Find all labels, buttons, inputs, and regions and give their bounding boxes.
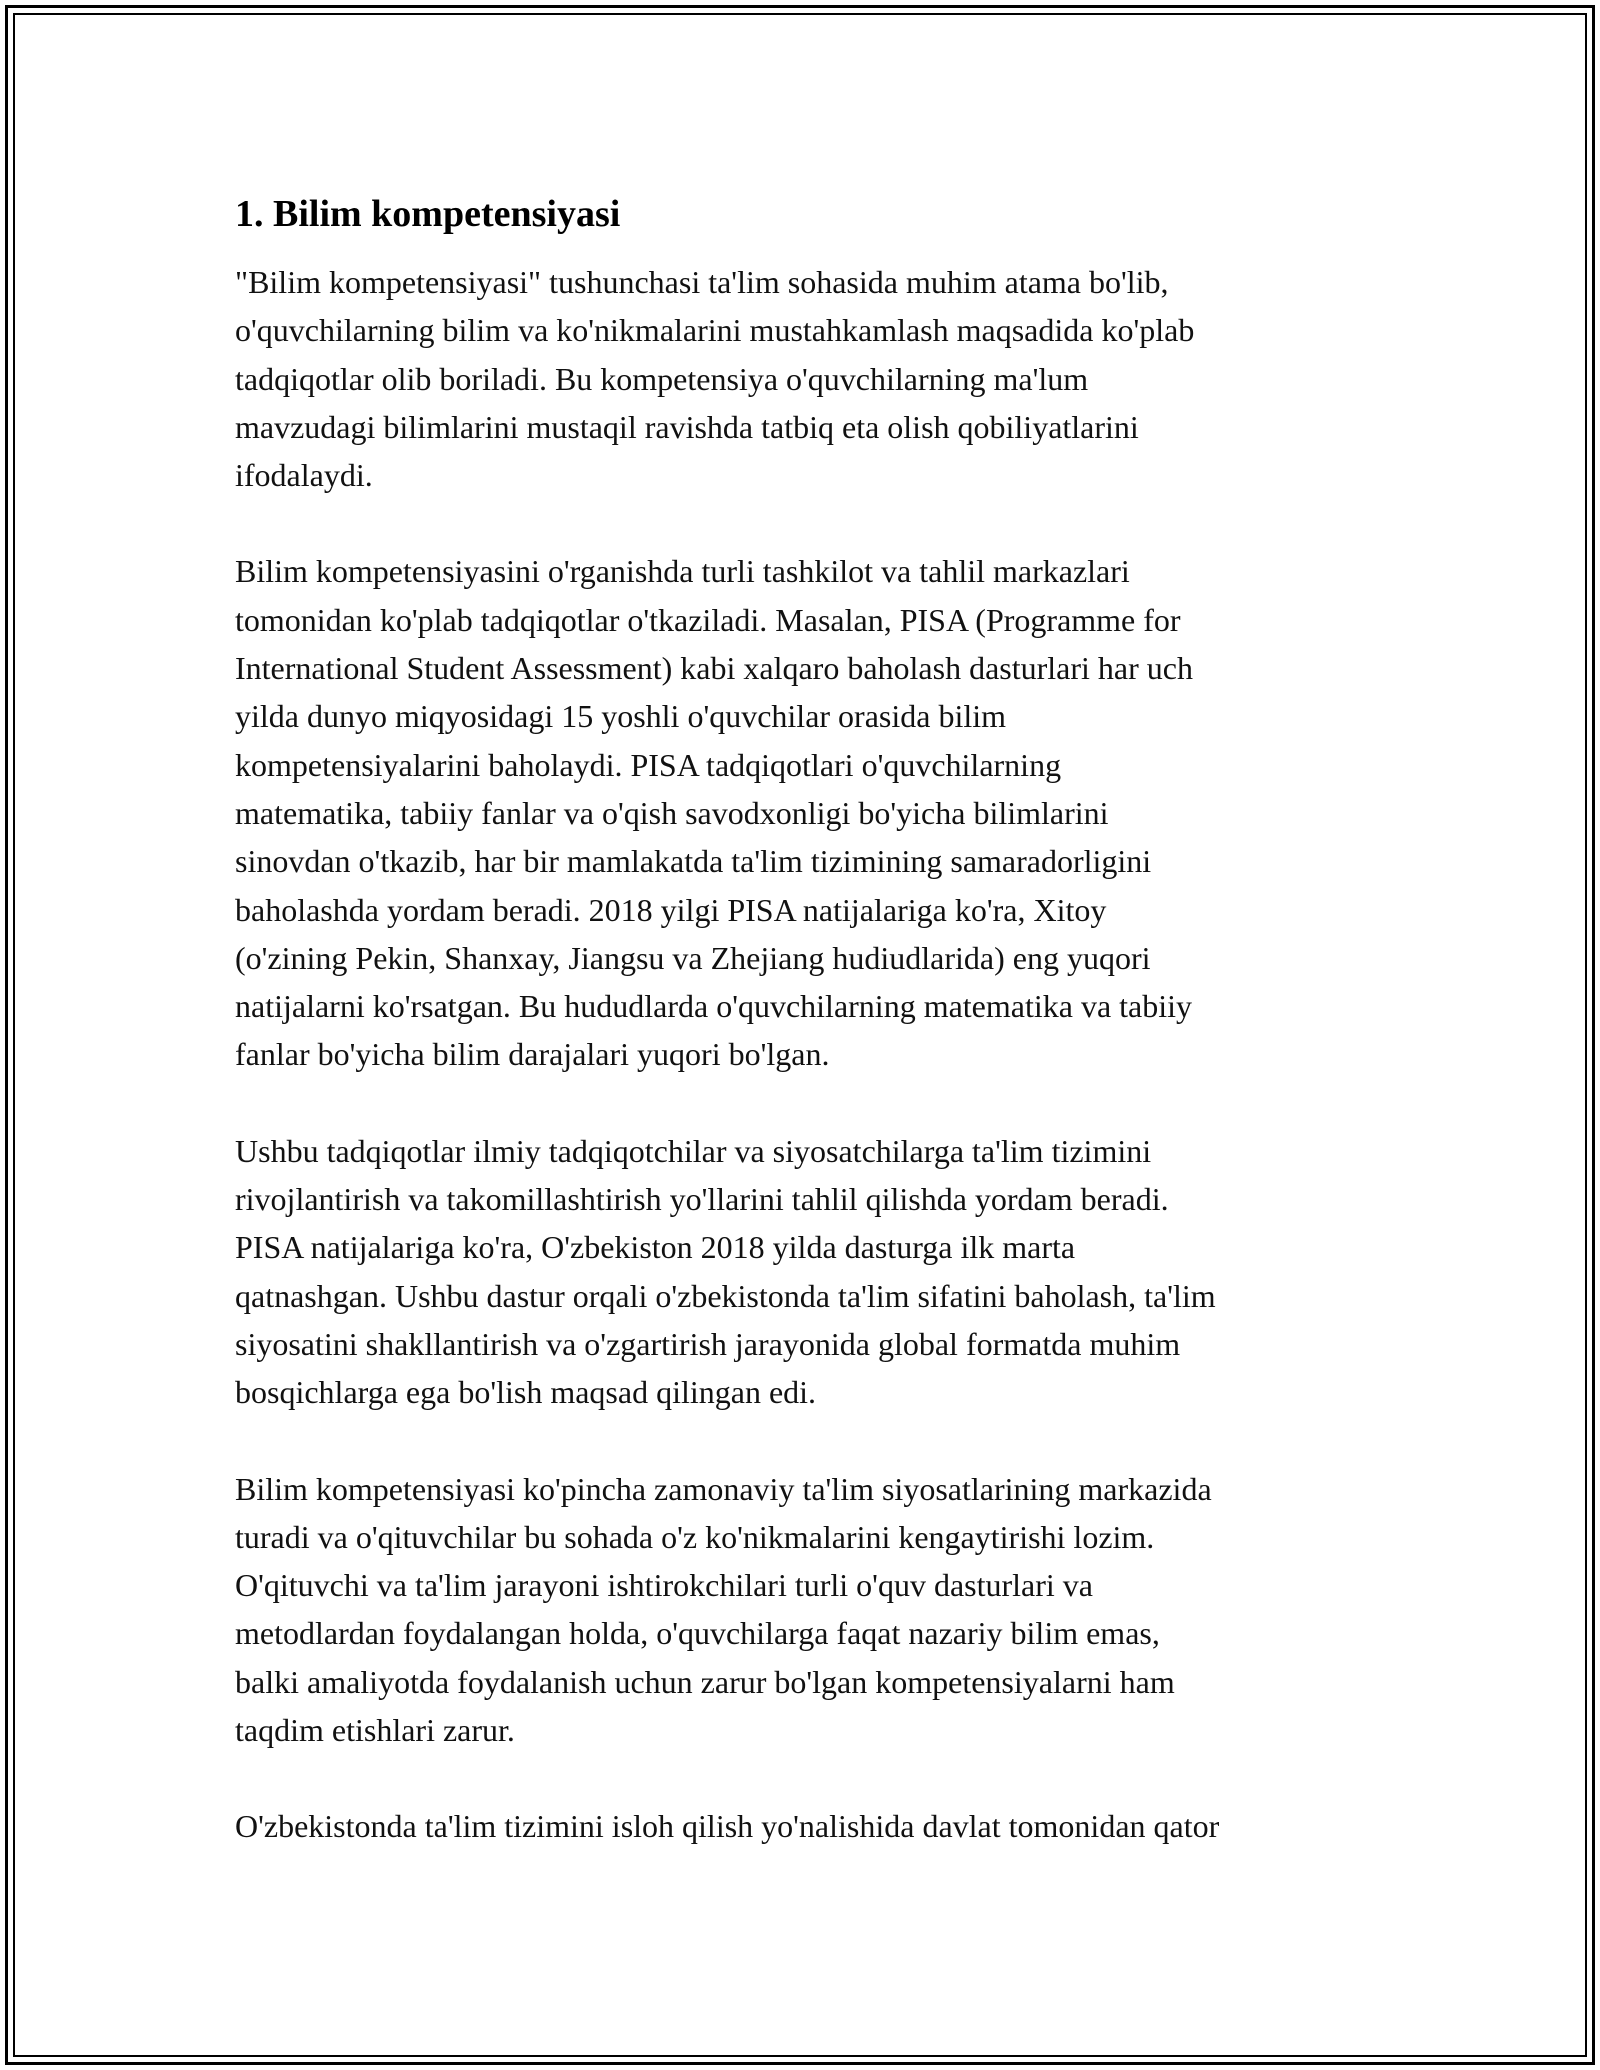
- text-line: rivojlantirish va takomillashtirish yo'llarini tahlil qilishda yordam beradi.: [235, 1181, 1169, 1218]
- text-line: "Bilim kompetensiyasi" tushunchasi ta'lim sohasida muhim atama bo'lib,: [235, 264, 1169, 300]
- text-line: taqdim etishlari zarur.: [235, 1712, 515, 1749]
- text-line: natijalarni ko'rsatgan. Bu hududlarda o'quvchilarning matematika va tabiiy: [235, 988, 1193, 1025]
- text-line: baholashda yordam beradi. 2018 yilgi PISA natijalariga ko'ra, Xitoy: [235, 891, 1107, 928]
- section-heading: 1. Bilim kompetensiyasi: [235, 193, 621, 235]
- text-line: turadi va o'qituvchilar bu sohada o'z ko'nikmalarini kengaytirishi lozim.: [235, 1518, 1155, 1555]
- text-line: tomonidan ko'plab tadqiqotlar o'tkaziladi. Masalan, PISA (Programme for: [235, 601, 1181, 638]
- text-line: matematika, tabiiy fanlar va o'qish savodxonligi bo'yicha bilimlarini: [235, 794, 1109, 831]
- text-line: ifodalaydi.: [235, 457, 373, 494]
- text-line: siyosatini shakllantirish va o'zgartirish jarayonida global formatda muhim: [235, 1325, 1181, 1362]
- text-line: mavzudagi bilimlarini mustaqil ravishda tatbiq eta olish qobiliyatlarini: [235, 408, 1139, 445]
- text-line: kompetensiyalarini baholaydi. PISA tadqiqotlari o'quvchilarning: [235, 746, 1062, 783]
- paragraph-1: [235, 258, 1375, 499]
- text-line: O'zbekistonda ta'lim tizimini isloh qilish yo'nalishida davlat tomonidan qator: [235, 1808, 1220, 1845]
- paragraph-4: [235, 1465, 1375, 1755]
- text-line: o'quvchilarning bilim va ko'nikmalarini mustahkamlash maqsadida ko'plab: [235, 312, 1195, 349]
- text-line: metodlardan foydalangan holda, o'quvchilarga faqat nazariy bilim emas,: [235, 1615, 1160, 1652]
- text-line: International Student Assessment) kabi xalqaro baholash dasturlari har uch: [235, 650, 1193, 687]
- text-line: (o'zining Pekin, Shanxay, Jiangsu va Zhejiang hudiudlarida) eng yuqori: [235, 939, 1151, 976]
- text-line: bosqichlarga ega bo'lish maqsad qilingan edi.: [235, 1374, 817, 1411]
- text-line: sinovdan o'tkazib, har bir mamlakatda ta'lim tizimining samaradorligini: [235, 843, 1152, 880]
- paragraph-3: [235, 1127, 1375, 1417]
- text-line: fanlar bo'yicha bilim darajalari yuqori bo'lgan.: [235, 1036, 830, 1073]
- text-line: Bilim kompetensiyasi ko'pincha zamonaviy ta'lim siyosatlarining markazida: [235, 1470, 1212, 1507]
- text-line: yilda dunyo miqyosidagi 15 yoshli o'quvchilar orasida bilim: [235, 698, 1007, 735]
- text-line: balki amaliyotda foydalanish uchun zarur bo'lgan kompetensiyalarni ham: [235, 1663, 1175, 1700]
- text-line: qatnashgan. Ushbu dastur orqali o'zbekistonda ta'lim sifatini baholash, ta'lim: [235, 1277, 1216, 1314]
- text-line: O'qituvchi va ta'lim jarayoni ishtirokchilari turli o'quv dasturlari va: [235, 1567, 1093, 1604]
- document-body: [235, 186, 1375, 1899]
- text-line: tadqiqotlar olib boriladi. Bu kompetensiya o'quvchilarning ma'lum: [235, 360, 1089, 397]
- text-line: PISA natijalariga ko'ra, O'zbekiston 2018 yilda dasturga ilk marta: [235, 1229, 1076, 1266]
- text-line: Ushbu tadqiqotlar ilmiy tadqiqotchilar va siyosatchilarga ta'lim tizimini: [235, 1132, 1152, 1169]
- text-line: Bilim kompetensiyasini o'rganishda turli tashkilot va tahlil markazlari: [235, 553, 1130, 590]
- paragraph-2: [235, 547, 1375, 1078]
- paragraph-5: [235, 1802, 1375, 1850]
